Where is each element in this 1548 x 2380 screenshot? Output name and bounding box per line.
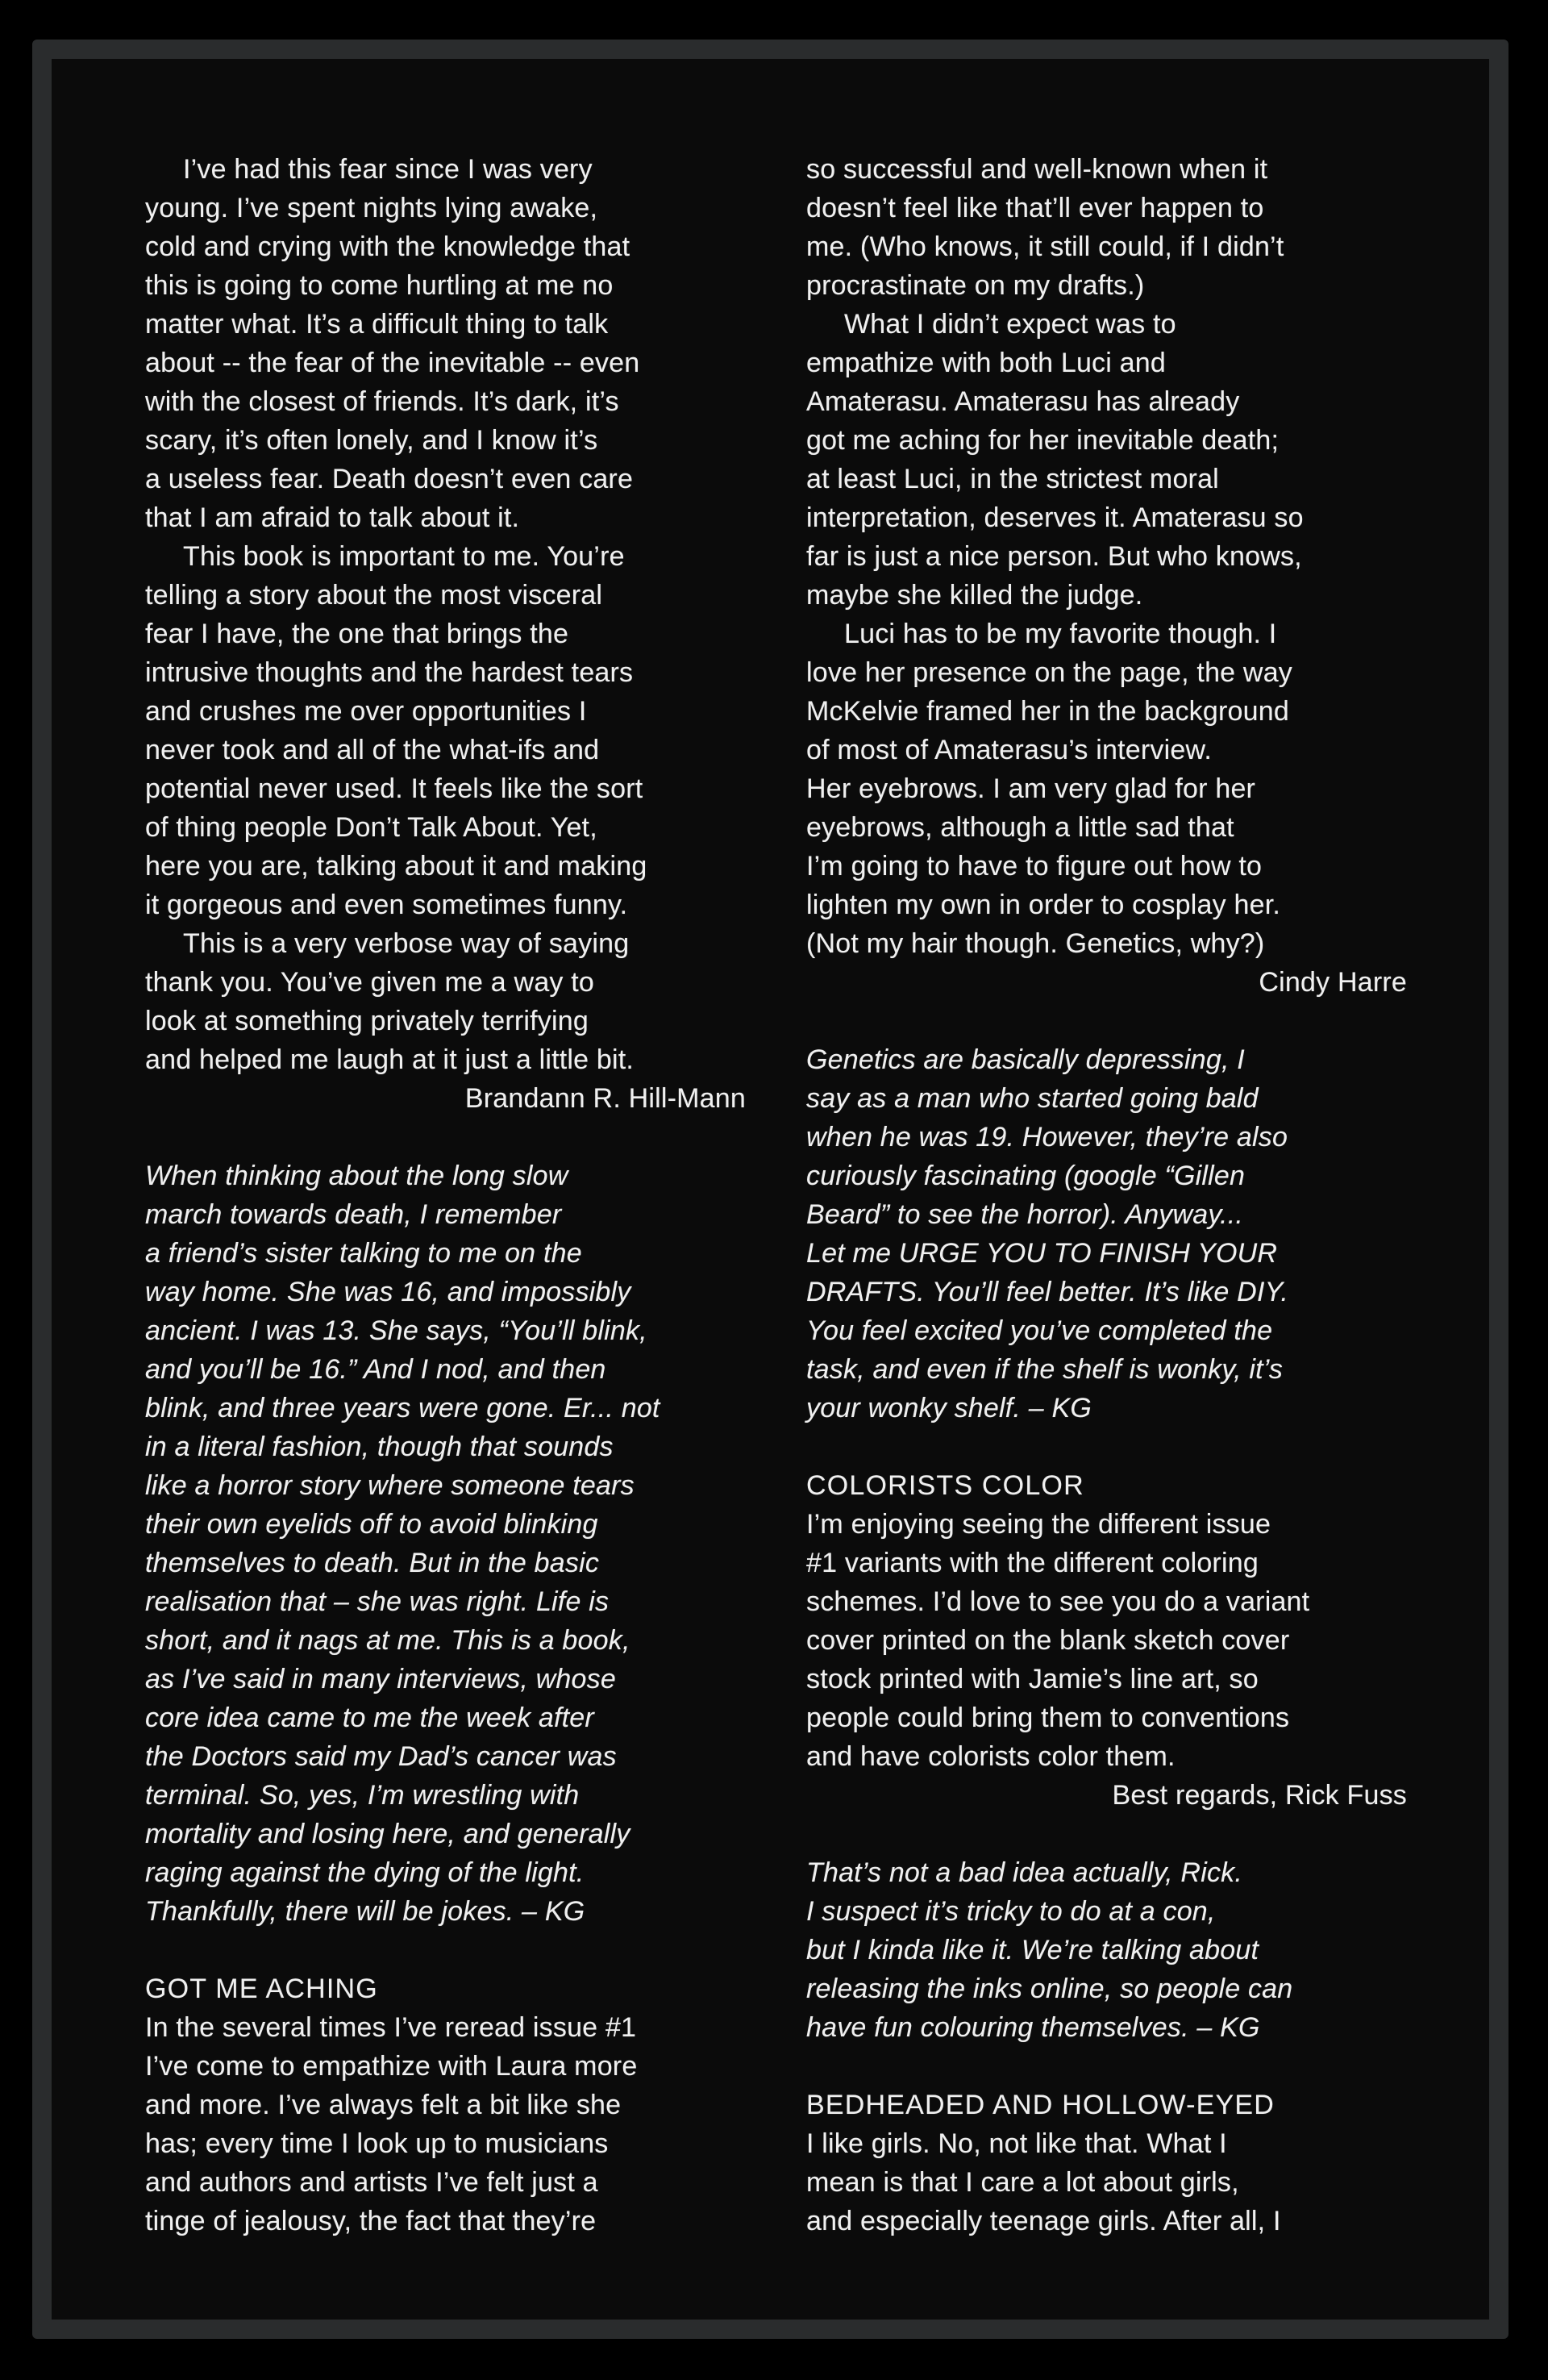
- text-line: I’m going to have to figure out how to: [806, 851, 1263, 882]
- text-line: I’m enjoying seeing the different issue: [806, 1509, 1271, 1540]
- text-line: never took and all of the what-ifs and: [145, 735, 600, 765]
- text-line: fear I have, the one that brings the: [145, 619, 569, 649]
- text-line: This book is important to me. You’re: [183, 541, 625, 572]
- text-line: lighten my own in order to cosplay her.: [806, 890, 1280, 920]
- letter-block: [145, 150, 746, 1118]
- text-line: at least Luci, in the strictest moral: [806, 464, 1219, 494]
- text-line: in a literal fashion, though that sounds: [145, 1432, 614, 1462]
- text-line: a friend’s sister talking to me on the: [145, 1238, 582, 1269]
- text-line: stock printed with Jamie’s line art, so: [806, 1664, 1259, 1694]
- letters-column-right: [806, 150, 1407, 2240]
- section-header: COLORISTS COLOR: [806, 1470, 1084, 1501]
- text-line: doesn’t feel like that’ll ever happen to: [806, 193, 1264, 223]
- text-line: Let me URGE YOU TO FINISH YOUR: [806, 1238, 1278, 1269]
- editor-reply-block: [806, 1853, 1407, 2047]
- text-line: schemes. I’d love to see you do a variant: [806, 1586, 1310, 1617]
- text-line: and especially teenage girls. After all, I: [806, 2206, 1281, 2236]
- text-line: has; every time I look up to musicians: [145, 2128, 609, 2159]
- text-line: that I am afraid to talk about it.: [145, 502, 520, 533]
- section-header: GOT ME ACHING: [145, 1974, 378, 2004]
- text-line: When thinking about the long slow: [145, 1161, 568, 1191]
- text-line: Her eyebrows. I am very glad for her: [806, 773, 1256, 804]
- text-line: and have colorists color them.: [806, 1741, 1176, 1772]
- text-line: terminal. So, yes, I’m wrestling with: [145, 1780, 580, 1811]
- text-line: DRAFTS. You’ll feel better. It’s like DIY.: [806, 1277, 1288, 1307]
- text-line: Luci has to be my favorite though. I: [844, 619, 1277, 649]
- text-line: about -- the fear of the inevitable -- even: [145, 348, 640, 378]
- text-line: short, and it nags at me. This is a book,: [145, 1625, 630, 1656]
- text-line: the Doctors said my Dad’s cancer was: [145, 1741, 617, 1772]
- text-line: I suspect it’s tricky to do at a con,: [806, 1896, 1216, 1927]
- text-line: In the several times I’ve reread issue #1: [145, 2012, 637, 2043]
- text-line: with the closest of friends. It’s dark, it’s: [145, 386, 619, 417]
- text-line: this is going to come hurtling at me no: [145, 270, 614, 301]
- text-line: Beard” to see the horror). Anyway...: [806, 1199, 1243, 1230]
- text-line: people could bring them to conventions: [806, 1703, 1290, 1733]
- text-line: as I’ve said in many interviews, whose: [145, 1664, 616, 1694]
- text-line: empathize with both Luci and: [806, 348, 1166, 378]
- letter-block: [806, 150, 1407, 1002]
- text-line: raging against the dying of the light.: [145, 1857, 585, 1888]
- text-line: You feel excited you’ve completed the: [806, 1315, 1273, 1346]
- text-line: your wonky shelf. – KG: [806, 1393, 1092, 1423]
- text-line: maybe she killed the judge.: [806, 580, 1143, 611]
- text-line: themselves to death. But in the basic: [145, 1548, 600, 1578]
- text-line: McKelvie framed her in the background: [806, 696, 1289, 727]
- signature-line: Brandann R. Hill-Mann: [464, 1083, 746, 1114]
- text-line: blink, and three years were gone. Er... not: [145, 1393, 660, 1423]
- text-line: thank you. You’ve given me a way to: [145, 967, 595, 998]
- text-line: when he was 19. However, they’re also: [806, 1122, 1288, 1152]
- text-line: ancient. I was 13. She says, “You’ll blink,: [145, 1315, 647, 1346]
- letter-block: [806, 1466, 1407, 1815]
- letter-block: [806, 2086, 1407, 2240]
- text-line: say as a man who started going bald: [806, 1083, 1259, 1114]
- text-line: I like girls. No, not like that. What I: [806, 2128, 1227, 2159]
- text-line: of most of Amaterasu’s interview.: [806, 735, 1212, 765]
- text-line: Amaterasu. Amaterasu has already: [806, 386, 1240, 417]
- text-line: so successful and well-known when it: [806, 154, 1268, 185]
- text-line: releasing the inks online, so people can: [806, 1974, 1293, 2004]
- text-line: it gorgeous and even sometimes funny.: [145, 890, 628, 920]
- text-line: (Not my hair though. Genetics, why?): [806, 928, 1265, 959]
- signature-line: Best regards, Rick Fuss: [1112, 1780, 1407, 1811]
- letters-column-left: [145, 150, 746, 2240]
- text-line: realisation that – she was right. Life is: [145, 1586, 610, 1617]
- editor-reply-block: [145, 1157, 746, 1931]
- text-line: potential never used. It feels like the sort: [145, 773, 643, 804]
- text-line: of thing people Don’t Talk About. Yet,: [145, 812, 597, 843]
- text-line: telling a story about the most visceral: [145, 580, 603, 611]
- text-line: procrastinate on my drafts.): [806, 270, 1145, 301]
- text-line: love her presence on the page, the way: [806, 657, 1292, 688]
- letter-block: [145, 1969, 746, 2240]
- text-line: I’ve had this fear since I was very: [183, 154, 593, 185]
- text-line: here you are, talking about it and making: [145, 851, 647, 882]
- text-line: have fun colouring themselves. – KG: [806, 2012, 1260, 2043]
- text-line: I’ve come to empathize with Laura more: [145, 2051, 638, 2082]
- text-line: That’s not a bad idea actually, Rick.: [806, 1857, 1242, 1888]
- text-line: eyebrows, although a little sad that: [806, 812, 1234, 843]
- text-line: a useless fear. Death doesn’t even care: [145, 464, 634, 494]
- text-line: young. I’ve spent nights lying awake,: [145, 193, 598, 223]
- text-line: look at something privately terrifying: [145, 1006, 589, 1036]
- text-line: matter what. It’s a difficult thing to talk: [145, 309, 609, 340]
- text-line: and helped me laugh at it just a little bit.: [145, 1044, 635, 1075]
- text-line: like a horror story where someone tears: [145, 1470, 635, 1501]
- text-line: #1 variants with the different coloring: [806, 1548, 1259, 1578]
- text-line: This is a very verbose way of saying: [183, 928, 630, 959]
- text-line: and crushes me over opportunities I: [145, 696, 587, 727]
- text-line: and you’ll be 16.” And I nod, and then: [145, 1354, 606, 1385]
- text-line: their own eyelids off to avoid blinking: [145, 1509, 598, 1540]
- text-line: cover printed on the blank sketch cover: [806, 1625, 1290, 1656]
- text-line: interpretation, deserves it. Amaterasu so: [806, 502, 1304, 533]
- text-line: and more. I’ve always felt a bit like she: [145, 2090, 622, 2120]
- text-line: cold and crying with the knowledge that: [145, 231, 630, 262]
- text-line: Genetics are basically depressing, I: [806, 1044, 1245, 1075]
- text-line: What I didn’t expect was to: [844, 309, 1176, 340]
- text-line: way home. She was 16, and impossibly: [145, 1277, 631, 1307]
- text-line: core idea came to me the week after: [145, 1703, 594, 1733]
- text-line: Thankfully, there will be jokes. – KG: [145, 1896, 585, 1927]
- text-line: and authors and artists I’ve felt just a: [145, 2167, 598, 2198]
- text-line: march towards death, I remember: [145, 1199, 562, 1230]
- section-header: BEDHEADED AND HOLLOW-EYED: [806, 2090, 1275, 2120]
- signature-line: Cindy Harre: [1259, 967, 1407, 998]
- text-line: mean is that I care a lot about girls,: [806, 2167, 1239, 2198]
- text-line: far is just a nice person. But who knows,: [806, 541, 1302, 572]
- text-line: scary, it’s often lonely, and I know it’s: [145, 425, 598, 456]
- text-line: task, and even if the shelf is wonky, it’s: [806, 1354, 1284, 1385]
- text-line: me. (Who knows, it still could, if I didn’t: [806, 231, 1284, 262]
- editor-reply-block: [806, 1040, 1407, 1428]
- text-line: tinge of jealousy, the fact that they’re: [145, 2206, 597, 2236]
- text-line: mortality and losing here, and generally: [145, 1819, 630, 1849]
- text-line: got me aching for her inevitable death;: [806, 425, 1280, 456]
- text-line: curiously fascinating (google “Gillen: [806, 1161, 1246, 1191]
- text-line: intrusive thoughts and the hardest tears: [145, 657, 634, 688]
- text-line: but I kinda like it. We’re talking about: [806, 1935, 1259, 1965]
